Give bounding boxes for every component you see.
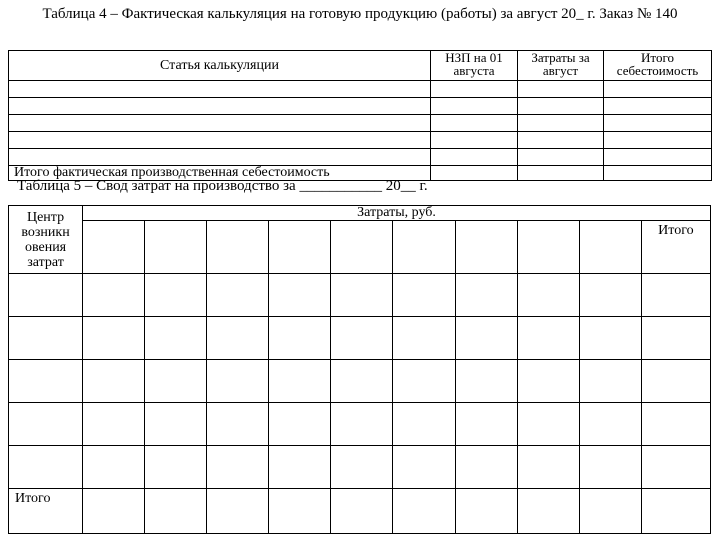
cell[interactable]	[207, 403, 269, 446]
cell[interactable]	[269, 446, 331, 489]
cell[interactable]	[9, 149, 431, 166]
cell[interactable]	[604, 81, 712, 98]
cell[interactable]	[455, 360, 517, 403]
cell[interactable]	[455, 274, 517, 317]
header-costs: Затраты за август	[518, 51, 604, 81]
cell[interactable]	[641, 403, 710, 446]
cell[interactable]	[431, 115, 518, 132]
cell[interactable]	[9, 274, 83, 317]
cell[interactable]	[269, 360, 331, 403]
header-itogo: Итого	[641, 221, 710, 274]
cell[interactable]	[641, 317, 710, 360]
cell[interactable]	[579, 489, 641, 534]
cell[interactable]	[269, 489, 331, 534]
table4-header-row	[9, 51, 712, 81]
cell[interactable]	[207, 221, 269, 274]
cell[interactable]	[331, 221, 393, 274]
table5-cost-summary	[8, 205, 711, 534]
cell[interactable]	[331, 274, 393, 317]
cell[interactable]	[518, 166, 604, 181]
cell[interactable]	[83, 274, 145, 317]
cell[interactable]	[579, 446, 641, 489]
table-row	[9, 360, 711, 403]
cell[interactable]	[207, 274, 269, 317]
cell[interactable]	[269, 221, 331, 274]
cell[interactable]	[83, 360, 145, 403]
cell[interactable]	[393, 274, 455, 317]
cell[interactable]	[455, 317, 517, 360]
cell[interactable]	[331, 489, 393, 534]
cell[interactable]	[207, 446, 269, 489]
cell[interactable]	[455, 403, 517, 446]
cell[interactable]	[83, 221, 145, 274]
table-row	[9, 98, 712, 115]
cell[interactable]	[604, 149, 712, 166]
cell[interactable]	[83, 489, 145, 534]
cell[interactable]	[83, 446, 145, 489]
cell[interactable]	[604, 98, 712, 115]
cell[interactable]	[269, 274, 331, 317]
cell[interactable]	[517, 403, 579, 446]
cell[interactable]	[517, 446, 579, 489]
cell[interactable]	[9, 115, 431, 132]
header-cost-center: Центр возникн овения затрат	[9, 206, 83, 274]
cell[interactable]	[269, 317, 331, 360]
cell[interactable]	[145, 360, 207, 403]
cell[interactable]	[604, 115, 712, 132]
cell[interactable]	[9, 81, 431, 98]
total-row-label: Итого	[9, 489, 83, 534]
cell[interactable]	[518, 132, 604, 149]
cell[interactable]	[331, 317, 393, 360]
table-row	[9, 81, 712, 98]
cell[interactable]	[9, 98, 431, 115]
cell[interactable]	[517, 274, 579, 317]
cell[interactable]	[83, 317, 145, 360]
cell[interactable]	[579, 403, 641, 446]
cell[interactable]	[9, 403, 83, 446]
cell[interactable]	[517, 221, 579, 274]
cell[interactable]	[604, 132, 712, 149]
cell[interactable]	[393, 446, 455, 489]
cell[interactable]	[431, 149, 518, 166]
cell[interactable]	[518, 115, 604, 132]
cell[interactable]	[579, 360, 641, 403]
table5-title: Таблица 5 – Свод затрат на производство за ___________ 20__ г.	[17, 178, 428, 194]
total-row-label: Итого фактическая производственная себестоимость	[9, 166, 431, 181]
header-article: Статья калькуляции	[9, 51, 431, 81]
cell[interactable]	[145, 274, 207, 317]
cell[interactable]	[641, 446, 710, 489]
cell[interactable]	[641, 489, 710, 534]
cell[interactable]	[207, 360, 269, 403]
header-costs-rub: Затраты, руб.	[83, 206, 711, 221]
table-row	[9, 274, 711, 317]
cell[interactable]	[145, 446, 207, 489]
cell[interactable]	[518, 81, 604, 98]
table4-title: Таблица 4 – Фактическая калькуляция на готовую продукцию (работы) за август 20_ г. Заказ № 140	[42, 6, 678, 22]
cell[interactable]	[455, 489, 517, 534]
cell[interactable]	[455, 446, 517, 489]
table5-subheader-row	[9, 221, 711, 274]
cell[interactable]	[455, 221, 517, 274]
cell[interactable]	[393, 317, 455, 360]
cell[interactable]	[9, 446, 83, 489]
table-row	[9, 403, 711, 446]
cell[interactable]	[517, 489, 579, 534]
cell[interactable]	[579, 274, 641, 317]
cell[interactable]	[393, 489, 455, 534]
cell[interactable]	[518, 149, 604, 166]
cell[interactable]	[207, 489, 269, 534]
cell[interactable]	[145, 489, 207, 534]
cell[interactable]	[431, 98, 518, 115]
cell[interactable]	[641, 360, 710, 403]
table4-actual-costing	[8, 50, 712, 181]
cell[interactable]	[393, 360, 455, 403]
cell[interactable]	[145, 317, 207, 360]
header-wip: НЗП на 01 августа	[431, 51, 518, 81]
cell[interactable]	[431, 81, 518, 98]
cell[interactable]	[517, 317, 579, 360]
cell[interactable]	[431, 132, 518, 149]
table-row	[9, 317, 711, 360]
cell[interactable]	[431, 166, 518, 181]
cell[interactable]	[641, 274, 710, 317]
cell[interactable]	[145, 403, 207, 446]
cell[interactable]	[517, 360, 579, 403]
cell[interactable]	[331, 403, 393, 446]
table5-header-row	[9, 206, 711, 221]
cell[interactable]	[518, 98, 604, 115]
cell[interactable]	[579, 221, 641, 274]
table5-total-row	[9, 489, 711, 534]
cell[interactable]	[9, 317, 83, 360]
cell[interactable]	[269, 403, 331, 446]
cell[interactable]	[145, 221, 207, 274]
cell[interactable]	[393, 403, 455, 446]
cell[interactable]	[579, 317, 641, 360]
cell[interactable]	[207, 317, 269, 360]
cell[interactable]	[83, 403, 145, 446]
table-row	[9, 115, 712, 132]
table-row	[9, 132, 712, 149]
cell[interactable]	[9, 132, 431, 149]
cell[interactable]	[331, 360, 393, 403]
table-row	[9, 149, 712, 166]
cell[interactable]	[9, 360, 83, 403]
cell[interactable]	[604, 166, 712, 181]
table-row	[9, 446, 711, 489]
header-total-cost: Итого себестоимость	[604, 51, 712, 81]
cell[interactable]	[331, 446, 393, 489]
cell[interactable]	[393, 221, 455, 274]
